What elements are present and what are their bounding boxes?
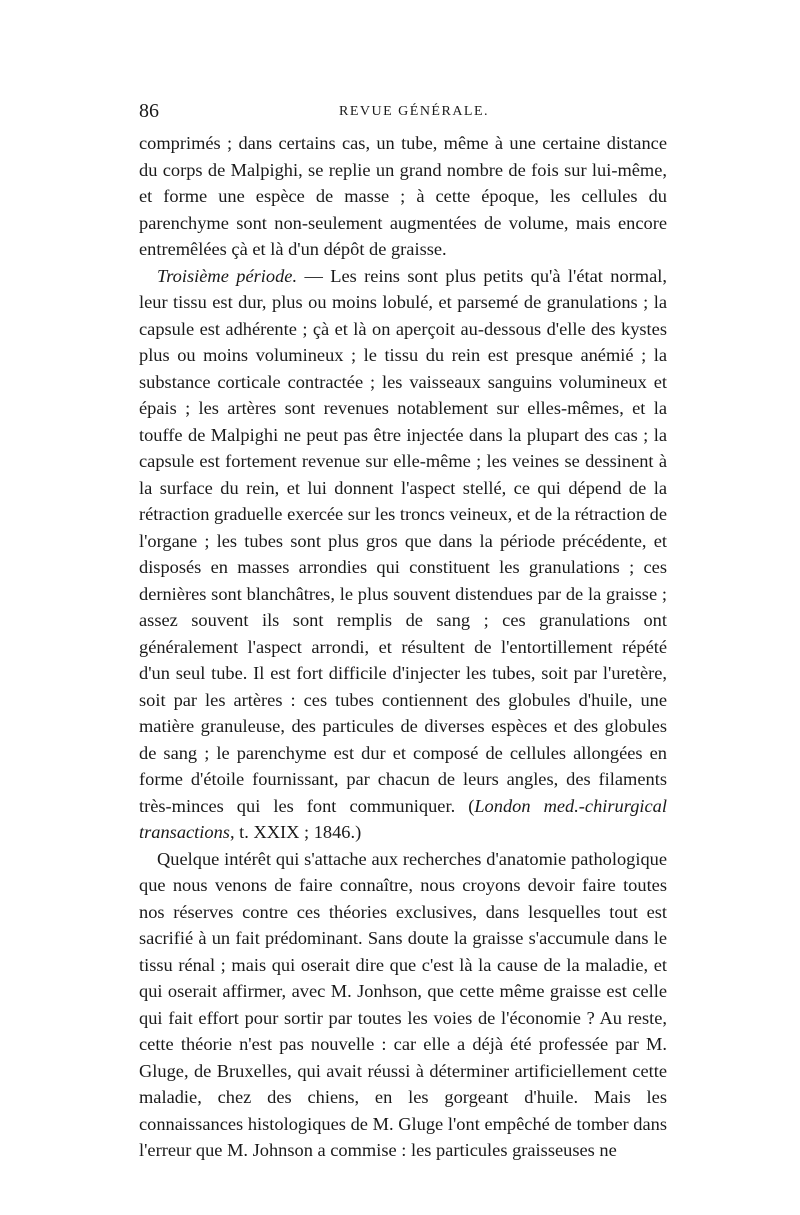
paragraph-text: — Les reins sont plus petits qu'à l'état normal, leur tissu est dur, plus ou moins lobulé, et parsemé de granulations ; la capsule est adhérente ; çà et là on aperçoit au-dessous d'elle des kystes plus ou moins volumineux ; le tissu du rein est presque anémié ; la substance corticale contractée ; les vaisseaux sanguins volumineux et épais ; les artères sont revenues notablement sur elles-mêmes, et la touffe de Malpighi ne peut pas être injectée dans la plupart des cas ; la capsule est fortement revenue sur elle-même ; les veines se dessinent à la surface du rein, et lui donnent l'aspect stellé, ce qui dépend de la rétraction graduelle exercée sur les troncs veineux, et de la rétraction de l'organe ; les tubes sont plus gros que dans la période précédente, et disposés en masses arrondies qui constituent les granulations ; ces dernières sont blanchâtres, le plus souvent distendues par de la graisse ; assez souvent ils sont remplis de sang ; ces granulations ont généralement l'aspect arrondi, et résultent de l'entortillement répété d'un seul tube. Il est fort difficile d'injecter les tubes, soit par l'uretère, soit par les artères : ces tubes contiennent des globules d'huile, une matière granuleuse, des particules de diverses espèces et des globules de sang ; le parenchyme est dur et composé de cellules allongées en forme d'étoile fournissant, par chacun de leurs angles, des filaments très-minces qui les font communiquer. (	[139, 265, 667, 816]
body-text	[139, 130, 667, 1164]
page-number: 86	[139, 100, 159, 122]
paragraph-continuation: comprimés ; dans certains cas, un tube, même à une certaine distance du corps de Malpighi, se replie un grand nombre de fois sur lui-même, et forme une espèce de masse ; à cette époque, les cellules du parenchyme sont non-seulement augmentées de volume, mais encore entremêlées çà et là d'un dépôt de graisse.	[139, 133, 667, 259]
paragraph-third-period	[139, 263, 667, 846]
section-lead: Troisième période.	[157, 265, 298, 286]
page-header	[139, 100, 667, 130]
citation-source: London med.-chirurgical transactions	[139, 795, 667, 842]
running-title: REVUE GÉNÉRALE.	[339, 104, 490, 119]
citation-end: , t. XXIX ; 1846.)	[229, 822, 362, 842]
paragraph-discussion: Quelque intérêt qui s'attache aux recherches d'anatomie pathologique que nous venons de faire connaître, nous croyons devoir faire toutes nos réserves contre ces théories exclusives, dans lesquelles tout est sacrifié à un fait prédominant. Sans doute la graisse s'accumule dans le tissu rénal ; mais qui oserait dire que c'est là la cause de la maladie, et qui oserait affirmer, avec M. Jonhson, que cette même graisse est celle qui fait effort pour sortir par toutes les voies de l'économie ? Au reste, cette théorie n'est pas nouvelle : car elle a déjà été professée par M. Gluge, de Bruxelles, qui avait réussi à déterminer artificiellement cette maladie, chez des chiens, en les gorgeant d'huile. Mais les connaissances histologiques de M. Gluge l'ont empêché de tomber dans l'erreur que M. Johnson a commise : les particules graisseuses ne	[139, 848, 667, 1160]
